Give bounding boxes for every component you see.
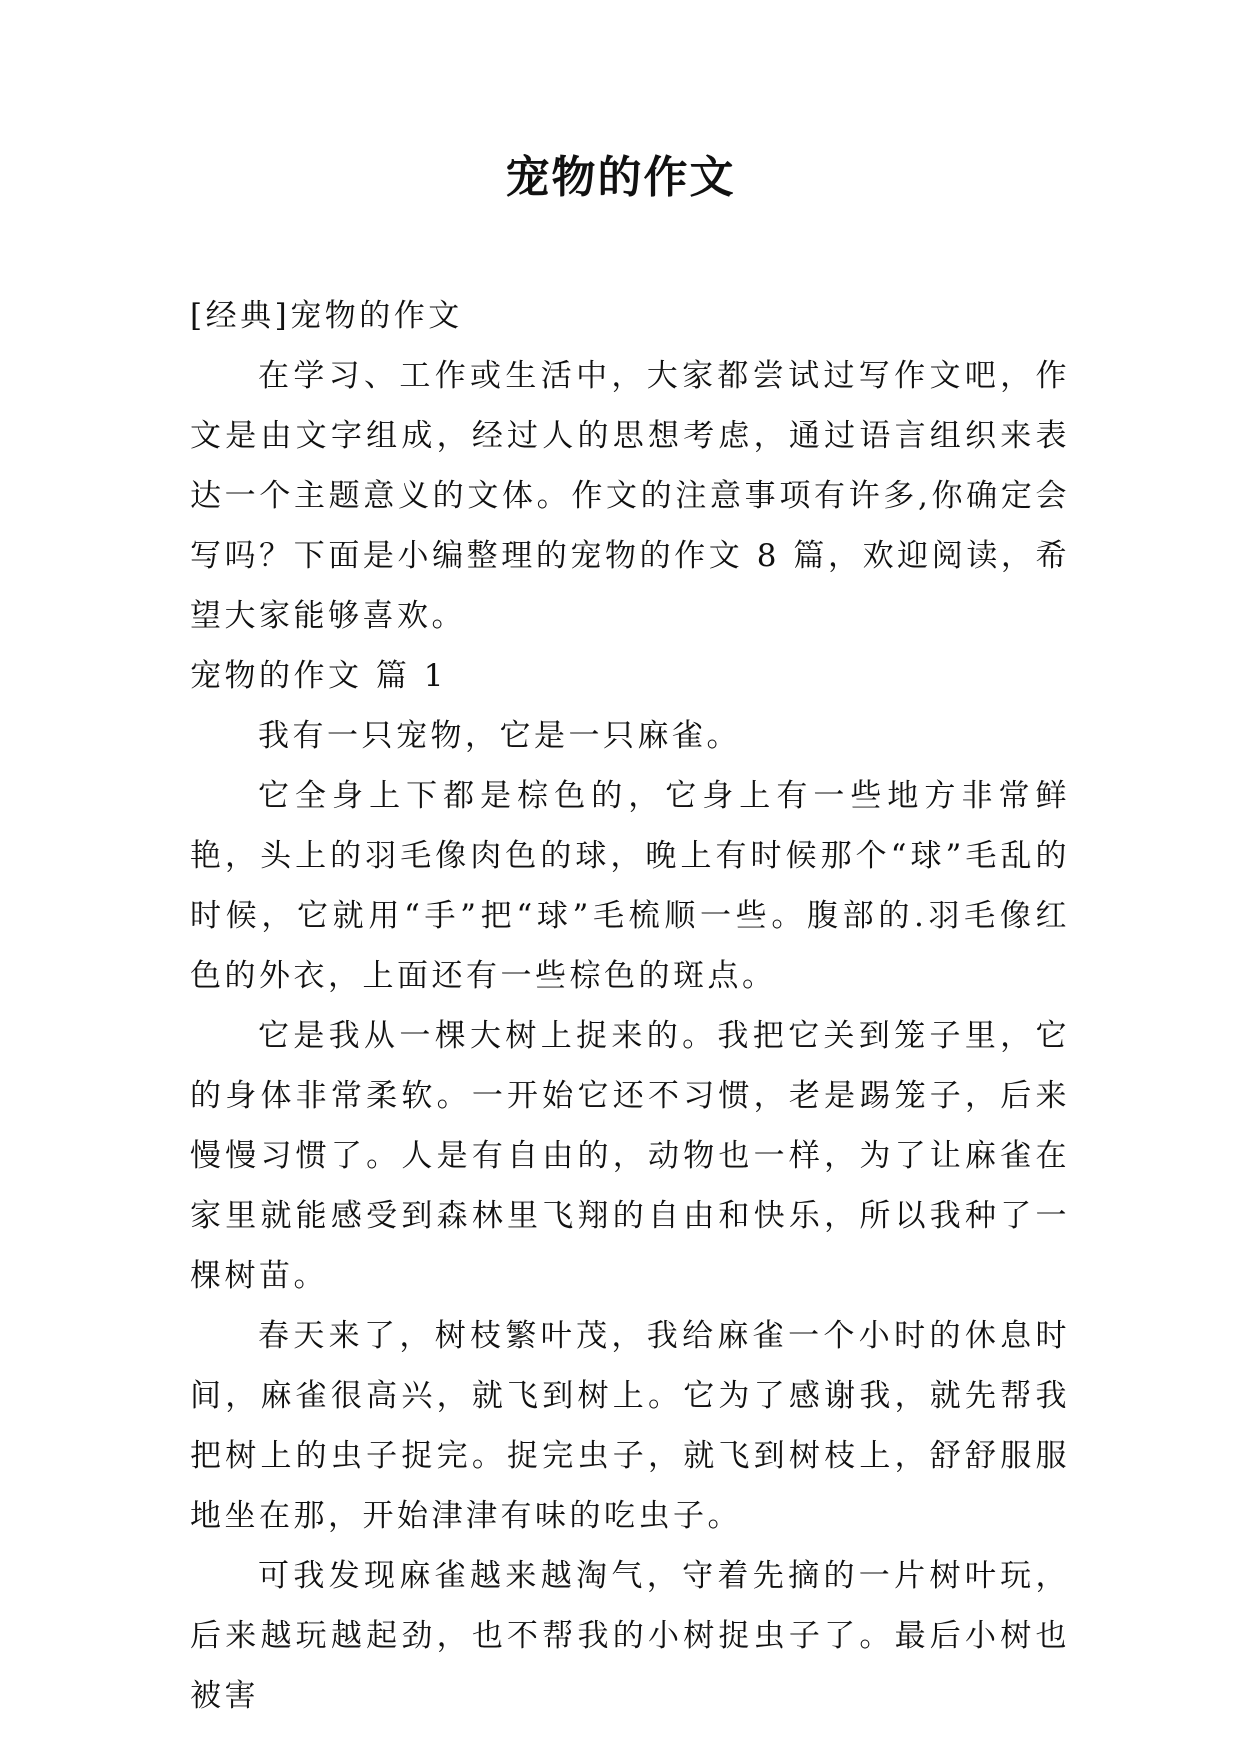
paragraph-intro: 在学习、工作或生活中，大家都尝试过写作文吧，作文是由文字组成，经过人的思想考虑，通过语言组织来表达一个主题意义的文体。作文的注意事项有许多,你确定会写吗？下面是小编整理的宠物的作文 8 篇，欢迎阅读，希望大家能够喜欢。 xyxy=(190,358,1070,634)
subtitle-line: [经典]宠物的作文 xyxy=(190,298,463,334)
paragraph: 它全身上下都是棕色的，它身上有一些地方非常鲜艳，头上的羽毛像肉色的球，晚上有时候那个“球”毛乱的时候，它就用“手”把“球”毛梳顺一些。腹部的.羽毛像红色的外衣，上面还有一些棕色的斑点。 xyxy=(190,778,1070,994)
paragraph: 它是我从一棵大树上捉来的。我把它关到笼子里，它的身体非常柔软。一开始它还不习惯，老是踢笼子，后来慢慢习惯了。人是有自由的，动物也一样，为了让麻雀在家里就能感受到森林里飞翔的自由和快乐，所以我种了一棵树苗。 xyxy=(190,1018,1070,1294)
paragraph: 可我发现麻雀越来越淘气，守着先摘的一片树叶玩，后来越玩越起劲，也不帮我的小树捉虫子了。最后小树也被害 xyxy=(190,1558,1070,1714)
document-body xyxy=(190,286,1070,1726)
section-heading: 宠物的作文 篇 1 xyxy=(190,658,447,694)
paragraph: 春天来了，树枝繁叶茂，我给麻雀一个小时的休息时间，麻雀很高兴，就飞到树上。它为了感谢我，就先帮我把树上的虫子捉完。捉完虫子，就飞到树枝上，舒舒服服地坐在那，开始津津有味的吃虫子。 xyxy=(190,1318,1070,1534)
document-title: 宠物的作文 xyxy=(505,152,736,203)
paragraph: 我有一只宠物，它是一只麻雀。 xyxy=(258,718,741,754)
